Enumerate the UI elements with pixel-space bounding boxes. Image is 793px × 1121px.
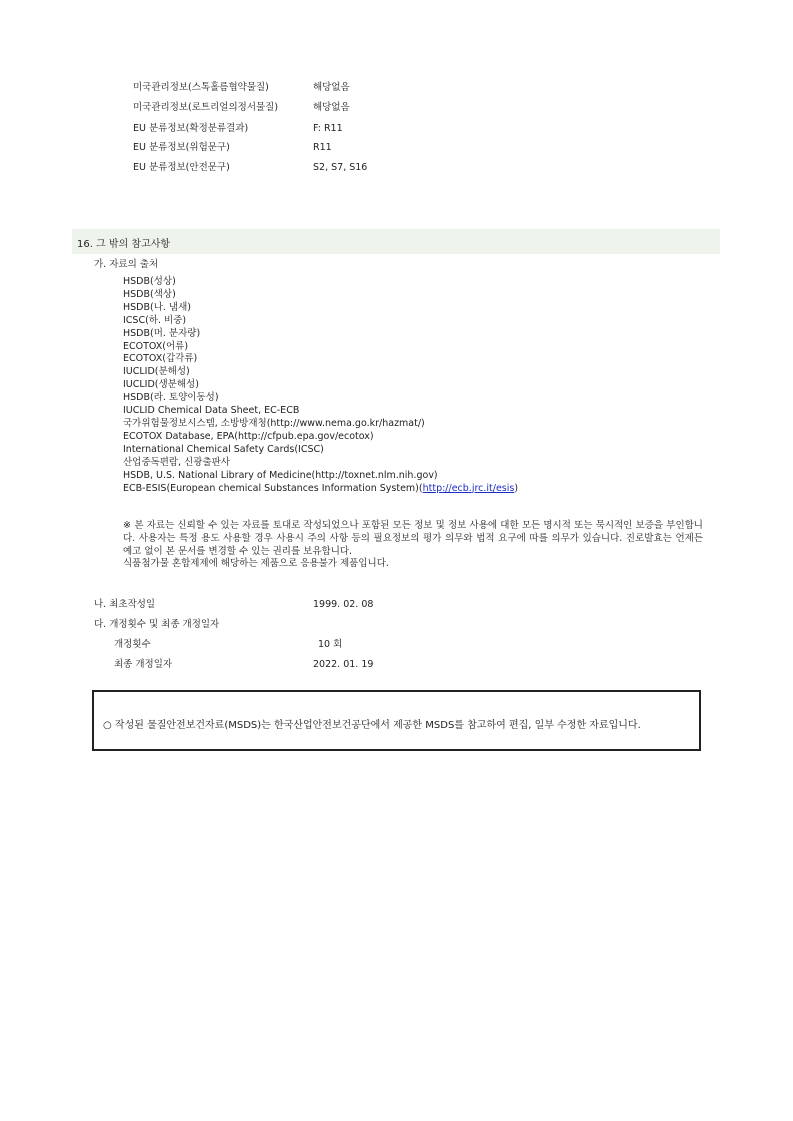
source-item: ECOTOX(어류) xyxy=(123,340,189,352)
regulatory-value: 해당없음 xyxy=(313,82,350,93)
source-item: ECOTOX Database, EPA(http://cfpub.epa.gov/ecotox) xyxy=(123,430,374,442)
source-item: IUCLID(분해성) xyxy=(123,366,190,378)
source-prefix: ECB-ESIS(European chemical Substances Information System)( xyxy=(123,482,423,494)
regulatory-value: F: R11 xyxy=(313,123,343,134)
revision-count-label: 개정횟수 xyxy=(114,639,151,650)
regulatory-value: 해당없음 xyxy=(313,102,350,113)
regulatory-label: EU 분류정보(위험문구) xyxy=(133,142,230,153)
regulatory-value: S2, S7, S16 xyxy=(313,162,368,173)
source-item: HSDB(나. 냄새) xyxy=(123,301,191,313)
regulatory-label: EU 분류정보(안전문구) xyxy=(133,162,230,173)
source-item: HSDB(머. 분자량) xyxy=(123,327,201,339)
last-revision-value: 2022. 01. 19 xyxy=(313,659,374,670)
notice-text: ○ 작성된 물질안전보건자료(MSDS)는 한국산업안전보건공단에서 제공한 MSDS를 참고하여 편집, 일부 수정한 자료입니다. xyxy=(103,720,641,731)
source-suffix: ) xyxy=(514,482,519,494)
source-item: HSDB, U.S. National Library of Medicine(http://toxnet.nlm.nih.gov) xyxy=(123,469,438,481)
source-item: ICSC(하. 비중) xyxy=(123,314,187,326)
revision-heading: 다. 개정횟수 및 최종 개정일자 xyxy=(94,619,220,630)
regulatory-value: R11 xyxy=(313,142,332,153)
first-created-label: 나. 최초작성일 xyxy=(94,599,156,610)
regulatory-label: 미국관리정보(스톡홀름협약물질) xyxy=(133,82,269,93)
disclaimer-text: ※ 본 자료는 신뢰할 수 있는 자료를 토대로 작성되었으나 포함된 모든 정보 및 정보 사용에 대한 모든 명시적 또는 묵시적인 보증을 부인합니다. 사용자는 특정 용도 사용할 경우 사용시 주의 사항 등의 필요정보의 평가 의무와 법적 요구에 따를 의무가 있습니다. 진로발효는 언제든 예고 없이 본 문서를 변경할 수 있는 권리를 보유합니다. xyxy=(123,520,703,557)
first-created-value: 1999. 02. 08 xyxy=(313,599,374,610)
source-item: 국가위험물정보시스템, 소방방재청(http://www.nema.go.kr/hazmat/) xyxy=(123,417,425,429)
regulatory-label: EU 분류정보(확정분류결과) xyxy=(133,123,249,134)
regulatory-label: 미국관리정보(로트리얼의정서물질) xyxy=(133,102,279,113)
source-item: HSDB(라. 토양이동성) xyxy=(123,392,219,404)
source-item: 산업중독편람, 신광출판사 xyxy=(123,456,230,468)
section-title: 16. 그 밖의 참고사항 xyxy=(77,239,171,250)
source-item: HSDB(색상) xyxy=(123,288,176,300)
disclaimer-note: 식품첨가물 혼합제제에 해당하는 제품으로 응용불가 제품입니다. xyxy=(123,558,389,570)
source-item: IUCLID Chemical Data Sheet, EC-ECB xyxy=(123,405,300,417)
notice-box xyxy=(92,690,701,751)
source-item: HSDB(성상) xyxy=(123,276,176,287)
esis-link[interactable]: http://ecb.jrc.it/esis xyxy=(422,482,515,494)
revision-count-value: 10 회 xyxy=(318,639,343,650)
source-item-with-link xyxy=(123,483,518,496)
disclaimer xyxy=(123,520,703,571)
last-revision-label: 최종 개정일자 xyxy=(114,659,173,670)
source-item: IUCLID(생분해성) xyxy=(123,379,199,391)
source-item: ECOTOX(갑각류) xyxy=(123,353,198,365)
sources-list xyxy=(123,276,518,495)
section-header xyxy=(72,229,720,254)
source-item: International Chemical Safety Cards(ICSC) xyxy=(123,443,324,455)
sources-heading: 가. 자료의 출처 xyxy=(94,259,159,270)
